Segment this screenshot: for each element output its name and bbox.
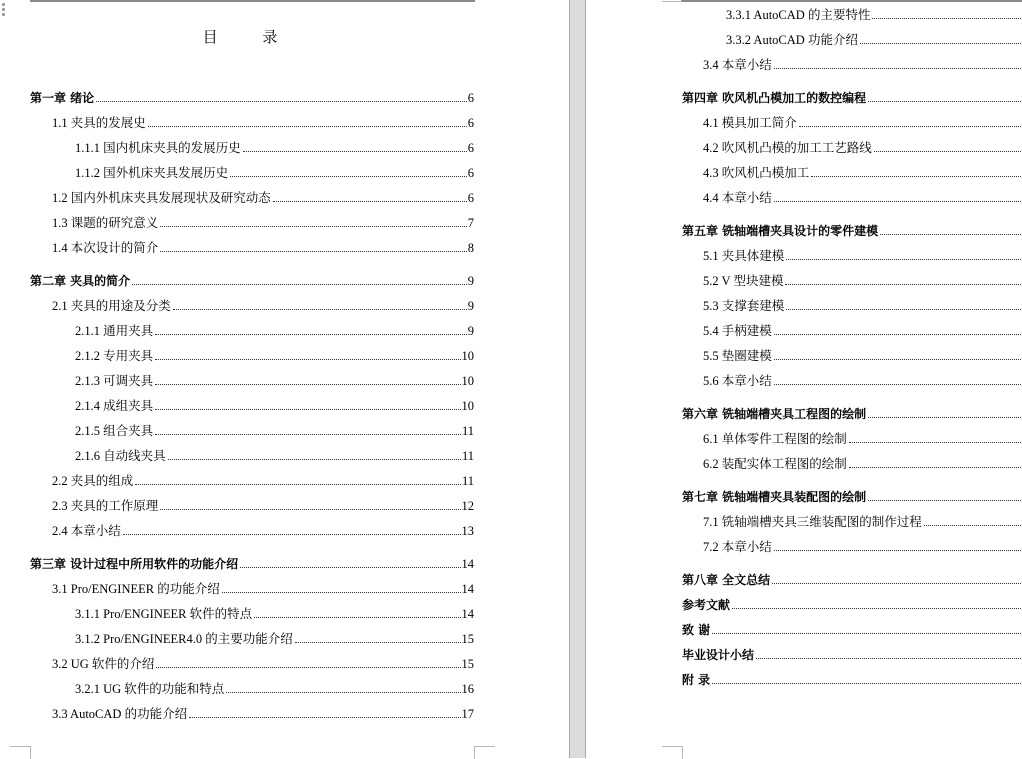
toc-entry-label: 5.6 本章小结: [703, 374, 772, 388]
toc-page-number: 9: [467, 274, 474, 288]
toc-entry-label: 7.2 本章小结: [703, 540, 772, 554]
toc-entry-label: 3.3 AutoCAD 的功能介绍: [52, 707, 188, 721]
toc-entry-label: 第二章 夹具的简介: [30, 274, 131, 288]
toc-entry-label: 6.1 单体零件工程图的绘制: [703, 432, 847, 446]
toc-page-number: 6: [467, 91, 474, 105]
toc-entry[interactable]: [682, 647, 1022, 663]
toc-entry[interactable]: [75, 681, 474, 697]
dot-leader: [132, 283, 467, 285]
toc-entry-label: 6.2 装配实体工程图的绘制: [703, 457, 847, 471]
toc-page-number: 7: [467, 216, 474, 230]
toc-page-number: 10: [461, 399, 474, 413]
dot-leader: [732, 607, 1022, 609]
toc-entry[interactable]: [75, 398, 474, 414]
dot-leader: [240, 566, 460, 568]
toc-entry[interactable]: [75, 140, 474, 156]
dot-leader: [295, 641, 461, 643]
toc-page-number: 11: [461, 449, 474, 463]
toc-title: 目 录: [202, 28, 298, 46]
toc-entry[interactable]: [75, 348, 474, 364]
toc-entry-label: 2.1 夹具的用途及分类: [52, 299, 171, 313]
toc-entry-label: 4.2 吹风机凸模的加工工艺路线: [703, 141, 872, 155]
toc-page-number: 9: [467, 299, 474, 313]
toc-entry[interactable]: [703, 298, 1022, 314]
toc-entry[interactable]: [682, 223, 1022, 239]
dot-leader: [243, 150, 467, 152]
toc-entry-label: 5.5 垫圈建模: [703, 349, 772, 363]
toc-entry[interactable]: [682, 572, 1022, 588]
toc-entry[interactable]: [75, 631, 474, 647]
toc-entry-label: 3.2 UG 软件的介绍: [52, 657, 155, 671]
toc-entry[interactable]: [75, 323, 474, 339]
toc-entry[interactable]: [703, 57, 1022, 73]
dot-leader: [155, 333, 467, 335]
dot-leader: [160, 508, 460, 510]
dot-leader: [155, 408, 460, 410]
toc-page-number: 14: [461, 607, 474, 621]
toc-page-number: 15: [461, 632, 474, 646]
toc-entry[interactable]: [682, 489, 1022, 505]
toc-entry[interactable]: [52, 215, 474, 231]
dot-leader: [924, 524, 1022, 526]
toc-entry[interactable]: [52, 115, 474, 131]
toc-entry[interactable]: [703, 115, 1022, 131]
toc-entry-label: 3.1.2 Pro/ENGINEER4.0 的主要功能介绍: [75, 632, 293, 646]
toc-entry-label: 1.4 本次设计的简介: [52, 241, 159, 255]
toc-entry-label: 5.2 V 型块建模: [703, 274, 784, 288]
dot-leader: [860, 42, 1022, 44]
toc-entry[interactable]: [703, 514, 1022, 530]
dot-leader: [135, 483, 461, 485]
toc-page-number: 10: [461, 349, 474, 363]
toc-entry-label: 3.4 本章小结: [703, 58, 772, 72]
toc-entry-label: 2.1.5 组合夹具: [75, 424, 154, 438]
toc-entry[interactable]: [52, 656, 474, 672]
toc-entry-label: 第六章 铣轴端槽夹具工程图的绘制: [682, 407, 867, 421]
dot-leader: [148, 125, 467, 127]
toc-entry[interactable]: [682, 622, 1022, 638]
toc-entry[interactable]: [52, 498, 474, 514]
dot-leader: [774, 358, 1022, 360]
dot-leader: [160, 225, 466, 227]
dot-leader: [811, 175, 1022, 177]
toc-entry[interactable]: [726, 7, 1022, 23]
toc-entry-label: 致 谢: [682, 623, 711, 637]
toc-entry-label: 4.3 吹风机凸模加工: [703, 166, 810, 180]
toc-entry-label: 2.1.3 可调夹具: [75, 374, 154, 388]
dot-leader: [774, 200, 1022, 202]
toc-page-number: 12: [461, 499, 474, 513]
drag-handle-icon[interactable]: [2, 3, 5, 18]
toc-entry-label: 4.1 模具加工简介: [703, 116, 797, 130]
dot-leader: [872, 17, 1022, 19]
document-page-right: [586, 0, 1022, 758]
toc-entry-label: 1.2 国内外机床夹具发展现状及研究动态: [52, 191, 271, 205]
dot-leader: [868, 100, 1022, 102]
dot-leader: [712, 682, 1022, 684]
toc-entry[interactable]: [75, 448, 474, 464]
toc-entry-label: 第一章 绪论: [30, 91, 95, 105]
toc-page-number: 13: [461, 524, 474, 538]
toc-page-number: 16: [461, 682, 474, 696]
toc-page-number: 10: [461, 374, 474, 388]
toc-entry-label: 2.1.4 成组夹具: [75, 399, 154, 413]
toc-entry-label: 3.3.1 AutoCAD 的主要特性: [726, 8, 871, 22]
toc-page-number: 6: [467, 141, 474, 155]
crop-mark: [662, 0, 682, 2]
toc-entry-label: 第四章 吹风机凸模加工的数控编程: [682, 91, 867, 105]
dot-leader: [712, 632, 1022, 634]
toc-entry[interactable]: [682, 672, 1022, 688]
dot-leader: [772, 582, 1022, 584]
dot-leader: [155, 358, 460, 360]
toc-entry-label: 1.1.2 国外机床夹具发展历史: [75, 166, 229, 180]
page-gap: [569, 0, 586, 758]
toc-page-number: 6: [467, 166, 474, 180]
dot-leader: [880, 233, 1022, 235]
toc-entry[interactable]: [682, 90, 1022, 106]
toc-page-number: 14: [461, 582, 474, 596]
toc-entry[interactable]: [75, 373, 474, 389]
toc-page-number: 8: [467, 241, 474, 255]
dot-leader: [254, 616, 460, 618]
dot-leader: [222, 591, 461, 593]
dot-leader: [774, 383, 1022, 385]
toc-entry-label: 毕业设计小结: [682, 648, 755, 662]
dot-leader: [155, 433, 461, 435]
toc-entry-label: 3.1 Pro/ENGINEER 的功能介绍: [52, 582, 220, 596]
toc-entry-label: 5.4 手柄建模: [703, 324, 772, 338]
toc-entry-label: 第五章 铣轴端槽夹具设计的零件建模: [682, 224, 879, 238]
toc-entry-label: 2.3 夹具的工作原理: [52, 499, 159, 513]
toc-entry[interactable]: [703, 165, 1022, 181]
toc-entry-label: 3.3.2 AutoCAD 功能介绍: [726, 33, 858, 47]
toc-entry-label: 2.1.6 自动线夹具: [75, 449, 166, 463]
dot-leader: [173, 308, 467, 310]
toc-page-number: 11: [461, 474, 474, 488]
toc-entry[interactable]: [52, 581, 474, 597]
toc-entry-label: 2.1.1 通用夹具: [75, 324, 154, 338]
toc-page-number: 14: [461, 557, 474, 571]
toc-entry[interactable]: [52, 706, 474, 722]
dot-leader: [774, 549, 1022, 551]
toc-entry-label: 5.3 支撑套建模: [703, 299, 785, 313]
dot-leader: [874, 150, 1022, 152]
toc-entry-label: 2.1.2 专用夹具: [75, 349, 154, 363]
toc-entry-label: 附 录: [682, 673, 711, 687]
dot-leader: [774, 333, 1022, 335]
toc-entry[interactable]: [682, 406, 1022, 422]
dot-leader: [868, 499, 1022, 501]
dot-leader: [756, 657, 1022, 659]
dot-leader: [156, 666, 460, 668]
crop-mark: [662, 746, 683, 759]
dot-leader: [160, 250, 466, 252]
crop-mark: [474, 746, 495, 759]
toc-page-number: 9: [467, 324, 474, 338]
toc-entry-label: 3.1.1 Pro/ENGINEER 软件的特点: [75, 607, 253, 621]
page-top-border: [30, 0, 475, 2]
dot-leader: [774, 67, 1022, 69]
toc-entry[interactable]: [30, 90, 474, 106]
toc-entry-label: 第七章 铣轴端槽夹具装配图的绘制: [682, 490, 867, 504]
toc-page-number: 6: [467, 191, 474, 205]
dot-leader: [230, 175, 467, 177]
dot-leader: [849, 441, 1022, 443]
toc-entry[interactable]: [703, 431, 1022, 447]
toc-entry-label: 1.1.1 国内机床夹具的发展历史: [75, 141, 241, 155]
toc-entry[interactable]: [703, 539, 1022, 555]
toc-entry[interactable]: [703, 140, 1022, 156]
toc-entry-label: 4.4 本章小结: [703, 191, 772, 205]
toc-entry-label: 5.1 夹具体建模: [703, 249, 785, 263]
toc-entry[interactable]: [52, 298, 474, 314]
toc-entry[interactable]: [703, 348, 1022, 364]
page-top-border: [681, 0, 1022, 2]
toc-entry-label: 参考文献: [682, 598, 731, 612]
crop-mark: [10, 746, 31, 759]
toc-entry[interactable]: [52, 523, 474, 539]
dot-leader: [189, 716, 460, 718]
toc-entry[interactable]: [52, 190, 474, 206]
toc-entry[interactable]: [703, 323, 1022, 339]
toc-entry[interactable]: [703, 273, 1022, 289]
dot-leader: [786, 308, 1022, 310]
toc-entry[interactable]: [703, 190, 1022, 206]
dot-leader: [786, 258, 1022, 260]
toc-entry[interactable]: [52, 473, 474, 489]
dot-leader: [96, 100, 467, 102]
dot-leader: [868, 416, 1022, 418]
toc-entry-label: 2.4 本章小结: [52, 524, 121, 538]
toc-entry-label: 7.1 铣轴端槽夹具三维装配图的制作过程: [703, 515, 922, 529]
toc-entry-label: 2.2 夹具的组成: [52, 474, 134, 488]
toc-entry[interactable]: [75, 606, 474, 622]
toc-entry[interactable]: [75, 423, 474, 439]
dot-leader: [226, 691, 460, 693]
toc-entry[interactable]: [726, 32, 1022, 48]
dot-leader: [849, 466, 1022, 468]
toc-entry[interactable]: [52, 240, 474, 256]
toc-entry[interactable]: [703, 456, 1022, 472]
toc-entry-label: 3.2.1 UG 软件的功能和特点: [75, 682, 225, 696]
toc-entry-label: 第八章 全文总结: [682, 573, 771, 587]
toc-entry[interactable]: [75, 165, 474, 181]
toc-entry[interactable]: [682, 597, 1022, 613]
toc-entry-label: 第三章 设计过程中所用软件的功能介绍: [30, 557, 239, 571]
dot-leader: [273, 200, 467, 202]
dot-leader: [799, 125, 1022, 127]
dot-leader: [785, 283, 1022, 285]
toc-entry-label: 1.1 夹具的发展史: [52, 116, 146, 130]
toc-entry[interactable]: [703, 248, 1022, 264]
toc-page-number: 11: [461, 424, 474, 438]
dot-leader: [123, 533, 461, 535]
toc-entry-label: 1.3 课题的研究意义: [52, 216, 159, 230]
toc-page-number: 17: [461, 707, 474, 721]
toc-page-number: 15: [461, 657, 474, 671]
toc-entry[interactable]: [30, 556, 474, 572]
toc-entry[interactable]: [30, 273, 474, 289]
toc-entry[interactable]: [703, 373, 1022, 389]
toc-page-number: 6: [467, 116, 474, 130]
dot-leader: [168, 458, 461, 460]
dot-leader: [155, 383, 460, 385]
